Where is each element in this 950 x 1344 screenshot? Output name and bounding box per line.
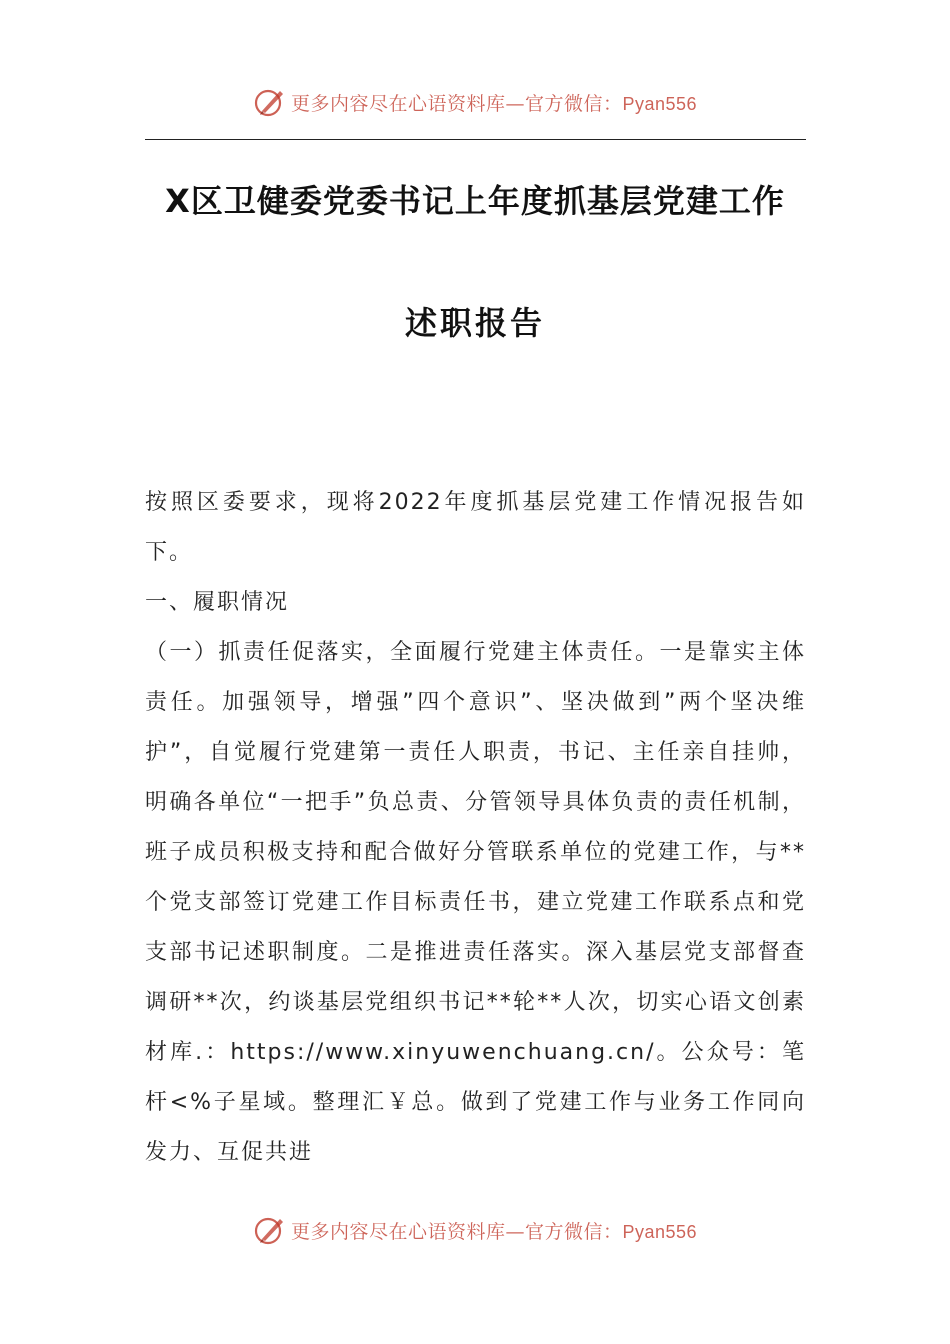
paragraph-responsibility: （一）抓责任促落实，全面履行党建主体责任。一是靠实主体责任。加强领导，增强”四个意识”、坚决做到”两个坚决维护”，自觉履行党建第一责任人职责，书记、主任亲自挂帅，明确各单位“一把手”负总责、分管领导具体负责的责任机制，班子成员积极支持和配合做好分管联系单位的党建工作，与**个党支部签订党建工作目标责任书，建立党建工作联系点和党支部书记述职制度。二是推进责任落实。深入基层党支部督查调研**次，约谈基层党组织书记**轮**人次，切实心语文创素材库.：https://www.xinyuwenchuang.cn/。公众号：笔杆<%子星域。整理汇￥总。做到了党建工作与业务工作同向发力、互促共进 xyxy=(145,640,806,1165)
paragraph-intro: 按照区委要求，现将2022年度抓基层党建工作情况报告如下。 xyxy=(145,490,806,565)
section-heading-1: 一、履职情况 xyxy=(145,590,290,615)
document-title-line-1: X区卫健委党委书记上年度抓基层党建工作 xyxy=(165,182,785,220)
document-title-line-2: 述职报告 xyxy=(404,304,545,342)
header-rule xyxy=(145,139,806,140)
footer-watermark xyxy=(0,1210,950,1250)
watermark-text: 更多内容尽在心语资料库—官方微信：Pyan556 xyxy=(290,92,698,115)
header-watermark xyxy=(0,82,950,122)
watermark-wechat-id: Pyan556 xyxy=(622,1221,698,1242)
document-body xyxy=(145,478,806,1178)
quill-pen-logo-icon xyxy=(253,85,287,119)
watermark-wechat-id: Pyan556 xyxy=(622,93,698,114)
watermark-text: 更多内容尽在心语资料库—官方微信：Pyan556 xyxy=(290,1220,698,1243)
quill-pen-logo-icon xyxy=(253,1213,287,1247)
